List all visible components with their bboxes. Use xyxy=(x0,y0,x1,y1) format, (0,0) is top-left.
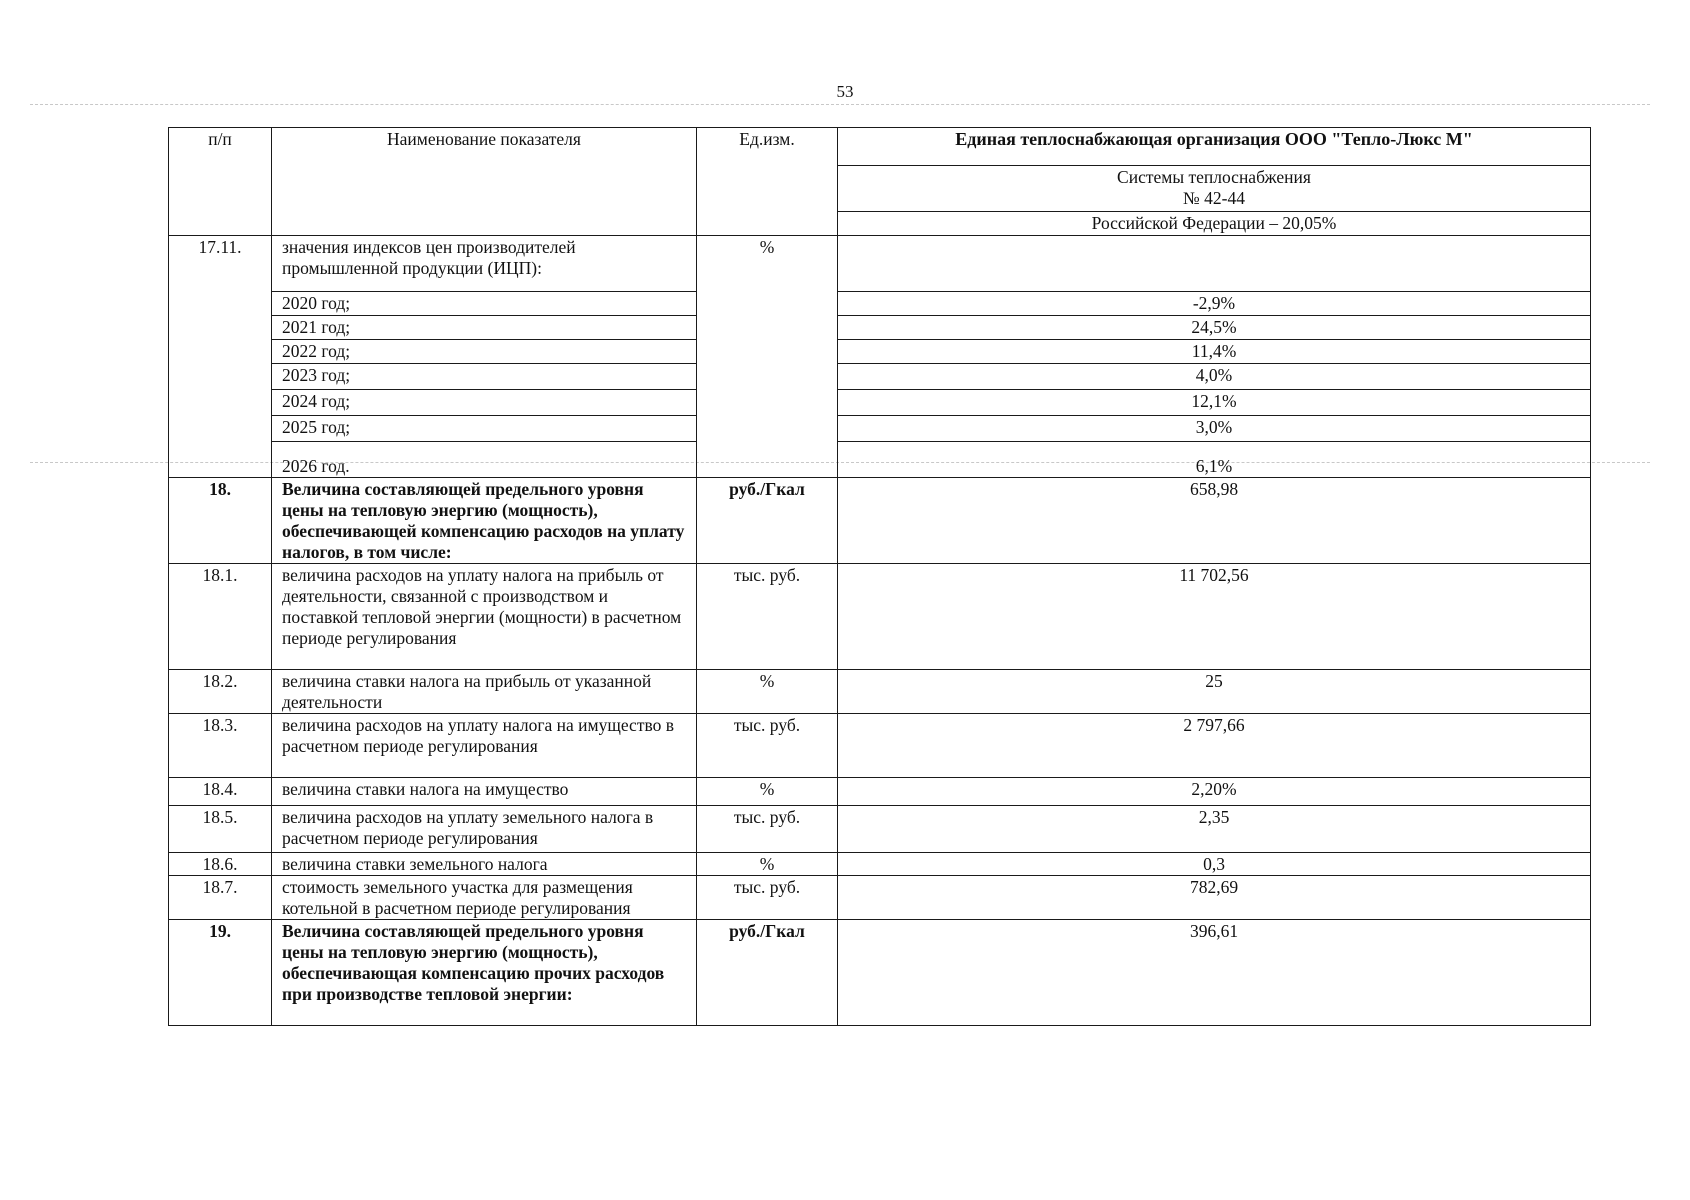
table-row xyxy=(169,236,1591,292)
row-num: 18.3. xyxy=(169,714,272,778)
row-name: величина расходов на уплату налога на имущество в расчетном периоде регулирования xyxy=(272,714,697,778)
year-label: 2026 год. xyxy=(272,442,697,478)
row-unit: руб./Гкал xyxy=(697,478,838,564)
row-name: величина расходов на уплату земельного налога в расчетном периоде регулирования xyxy=(272,806,697,853)
header-russian-fed: Российской Федерации – 20,05% xyxy=(838,212,1591,236)
row-unit: % xyxy=(697,236,838,478)
year-label: 2020 год; xyxy=(272,292,697,316)
row-num: 18.1. xyxy=(169,564,272,670)
row-value: 2,35 xyxy=(838,806,1591,853)
table-row xyxy=(169,853,1591,876)
header-systems-line2: № 42-44 xyxy=(1183,188,1245,208)
row-name: Величина составляющей предельного уровня цены на тепловую энергию (мощность), обеспечивающая компенсацию прочих расходов при производстве тепловой энергии: xyxy=(272,920,697,1026)
row-num: 18. xyxy=(169,478,272,564)
header-unit: Ед.изм. xyxy=(697,128,838,236)
header-name: Наименование показателя xyxy=(272,128,697,236)
row-name: стоимость земельного участка для размещения котельной в расчетном периоде регулирования xyxy=(272,876,697,920)
row-num: 18.6. xyxy=(169,853,272,876)
table-row xyxy=(169,416,1591,442)
header-org-title: Единая теплоснабжающая организация ООО "Тепло-Люкс М" xyxy=(838,128,1591,166)
table-row xyxy=(169,806,1591,853)
table-row xyxy=(169,714,1591,778)
row-value: 396,61 xyxy=(838,920,1591,1026)
year-label: 2022 год; xyxy=(272,340,697,364)
row-num: 19. xyxy=(169,920,272,1026)
row-value: 2,20% xyxy=(838,778,1591,806)
year-value: 6,1% xyxy=(838,442,1591,478)
row-value: 658,98 xyxy=(838,478,1591,564)
year-value: -2,9% xyxy=(838,292,1591,316)
table-row xyxy=(169,390,1591,416)
row-unit: тыс. руб. xyxy=(697,714,838,778)
row-name: величина ставки земельного налога xyxy=(272,853,697,876)
table-row xyxy=(169,442,1591,478)
year-label: 2021 год; xyxy=(272,316,697,340)
year-value: 3,0% xyxy=(838,416,1591,442)
row-unit: тыс. руб. xyxy=(697,876,838,920)
row-value xyxy=(838,236,1591,292)
row-unit: тыс. руб. xyxy=(697,564,838,670)
table-row xyxy=(169,564,1591,670)
year-label: 2024 год; xyxy=(272,390,697,416)
table-row xyxy=(169,292,1591,316)
table-row xyxy=(169,316,1591,340)
row-unit: % xyxy=(697,853,838,876)
row-name: Величина составляющей предельного уровня цены на тепловую энергию (мощность), обеспечивающей компенсацию расходов на уплату налогов, в том числе: xyxy=(272,478,697,564)
table-row xyxy=(169,876,1591,920)
row-num: 18.5. xyxy=(169,806,272,853)
table-row xyxy=(169,670,1591,714)
table-row xyxy=(169,364,1591,390)
row-num: 18.4. xyxy=(169,778,272,806)
row-unit: % xyxy=(697,778,838,806)
header-systems-line1: Системы теплоснабжения xyxy=(1117,167,1311,187)
year-value: 12,1% xyxy=(838,390,1591,416)
row-unit: % xyxy=(697,670,838,714)
row-unit: руб./Гкал xyxy=(697,920,838,1026)
indicators-table xyxy=(168,127,1591,1026)
table-row xyxy=(169,478,1591,564)
table-row xyxy=(169,778,1591,806)
year-value: 4,0% xyxy=(838,364,1591,390)
row-name: величина расходов на уплату налога на прибыль от деятельности, связанной с производством и поставкой тепловой энергии (мощности) в расчетном периоде регулирования xyxy=(272,564,697,670)
row-value: 0,3 xyxy=(838,853,1591,876)
table-row xyxy=(169,340,1591,364)
row-unit: тыс. руб. xyxy=(697,806,838,853)
header-systems xyxy=(838,166,1591,212)
table-header-row xyxy=(169,128,1591,166)
scan-artifact-line xyxy=(30,104,1650,105)
year-label: 2025 год; xyxy=(272,416,697,442)
row-num: 17.11. xyxy=(169,236,272,478)
row-value: 11 702,56 xyxy=(838,564,1591,670)
table-row xyxy=(169,920,1591,1026)
row-name: величина ставки налога на имущество xyxy=(272,778,697,806)
row-value: 25 xyxy=(838,670,1591,714)
row-num: 18.2. xyxy=(169,670,272,714)
row-name: значения индексов цен производителей промышленной продукции (ИЦП): xyxy=(272,236,697,292)
header-num: п/п xyxy=(169,128,272,236)
year-value: 11,4% xyxy=(838,340,1591,364)
row-name: величина ставки налога на прибыль от указанной деятельности xyxy=(272,670,697,714)
row-num: 18.7. xyxy=(169,876,272,920)
row-value: 2 797,66 xyxy=(838,714,1591,778)
row-value: 782,69 xyxy=(838,876,1591,920)
year-label: 2023 год; xyxy=(272,364,697,390)
page-number: 53 xyxy=(836,82,854,101)
year-value: 24,5% xyxy=(838,316,1591,340)
